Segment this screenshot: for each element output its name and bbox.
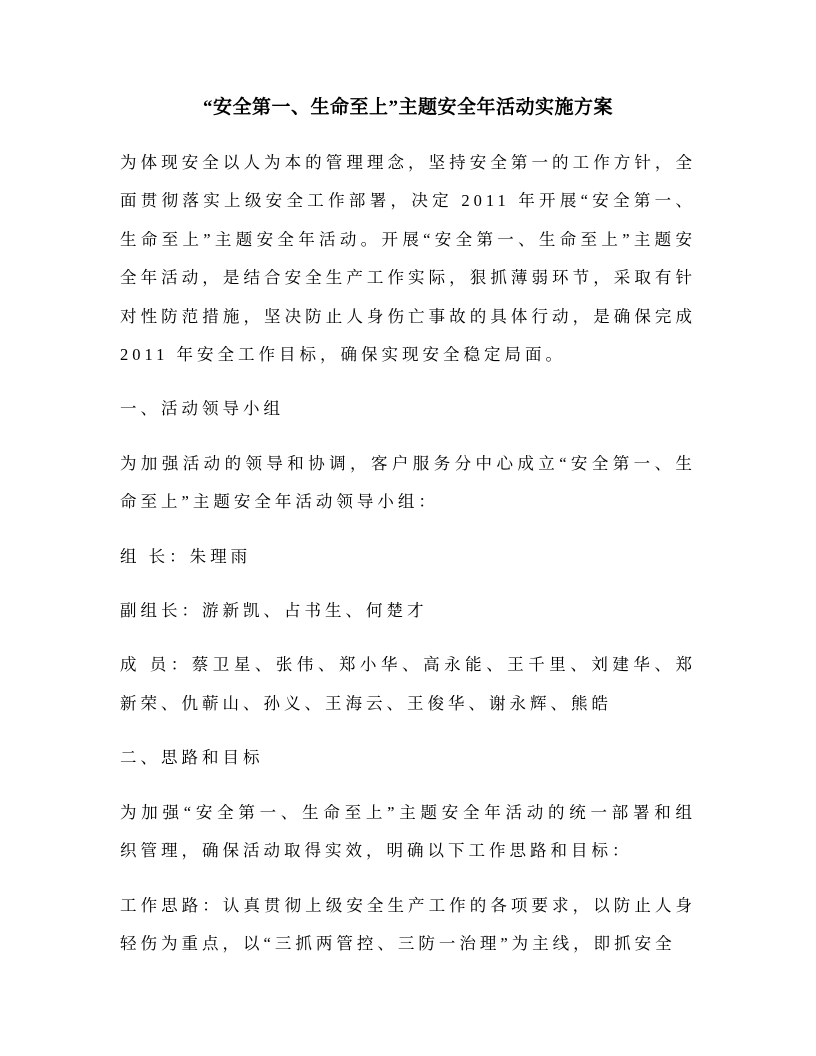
section-2-intro-paragraph: 为加强“安全第一、生命至上”主题安全年活动的统一部署和组织管理，确保活动取得实效，明确以下工作思路和目标： — [120, 802, 696, 861]
members-line: 成 员：蔡卫星、张伟、郑小华、高永能、王千里、刘建华、郑新荣、仇蕲山、孙义、王海云、王俊华、谢永辉、熊皓 — [120, 655, 696, 713]
section-1-intro-paragraph: 为加强活动的领导和协调，客户服务分中心成立“安全第一、生命至上”主题安全年活动领导小组： — [120, 453, 696, 512]
group-leader-line: 组 长：朱理雨 — [120, 546, 252, 566]
document-title: “安全第一、生命至上”主题安全年活动实施方案 — [202, 97, 613, 118]
intro-paragraph: 为体现安全以人为本的管理理念，坚持安全第一的工作方针，全面贯彻落实上级安全工作部署，决定 2011 年开展“安全第一、生命至上”主题安全年活动。开展“安全第一、生命至上”主题安全年活动，是结合安全生产工作实际，狠抓薄弱环节，采取有针对性防范措施，坚决防止人身伤亡事故的具体行动，是确保完成 2011 年安全工作目标，确保实现安全稳定局面。 — [120, 153, 696, 365]
section-1-heading: 一、活动领导小组 — [120, 399, 284, 419]
work-idea-paragraph: 工作思路：认真贯彻上级安全生产工作的各项要求，以防止人身轻伤为重点，以“三抓两管控、三防一治理”为主线，即抓安全 — [120, 895, 696, 953]
section-2-heading: 二、思路和目标 — [120, 748, 264, 768]
deputy-leaders-line: 副组长：游新凯、占书生、何楚才 — [120, 601, 428, 621]
